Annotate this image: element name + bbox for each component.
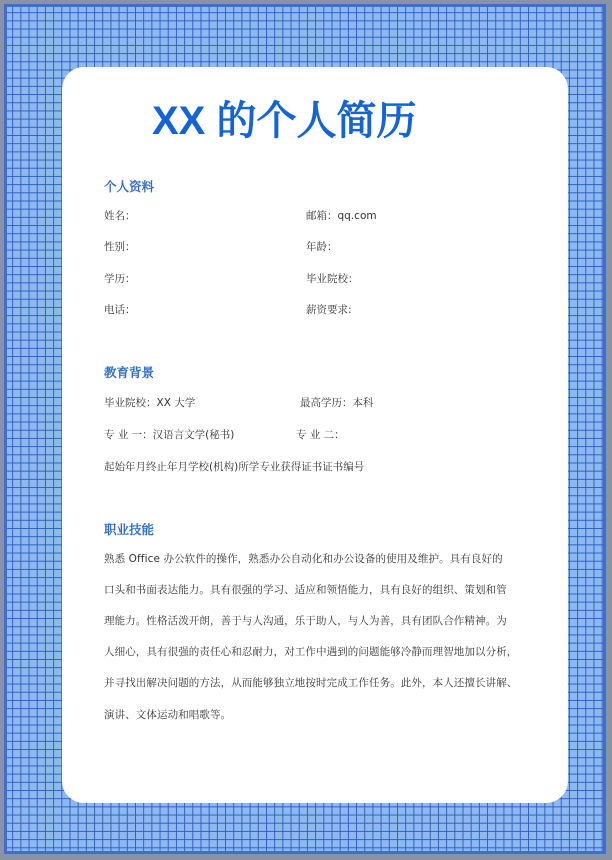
resume-card	[62, 67, 568, 803]
skills-heading: 职业技能	[104, 522, 155, 537]
email-field: 邮箱：qq.com	[306, 210, 377, 222]
gender-field: 性别：	[104, 241, 136, 253]
degree-field: 学历：	[104, 273, 136, 285]
major-two: 专 业 二：	[296, 429, 345, 441]
education-heading: 教育背景	[104, 365, 155, 380]
resume-title: XX 的个人简历	[152, 99, 417, 143]
page-background	[4, 4, 606, 854]
skills-line: 口头和书面表达能力。具有很强的学习、适应和领悟能力，具有良好的组织、策划和管	[104, 584, 507, 596]
name-field: 姓名：	[104, 210, 136, 222]
salary-field: 薪资要求:	[306, 304, 352, 316]
skills-line: 人细心，具有很强的责任心和忍耐力，对工作中遇到的问题能够冷静而理智地加以分析，	[104, 646, 518, 658]
skills-line: 演讲、文体运动和唱歌等。	[104, 709, 232, 721]
personal-info-heading: 个人资料	[104, 179, 155, 194]
age-field: 年龄：	[306, 241, 338, 253]
education-record-header: 起始年月终止年月学校(机构)所学专业获得证书证书编号	[104, 461, 365, 473]
phone-field: 电话：	[104, 304, 136, 316]
skills-line: 理能力。性格活泼开朗，善于与人沟通，乐于助人，与人为善，具有团队合作精神。为	[104, 615, 507, 627]
major-one: 专 业 一：汉语言文学(秘书)	[104, 429, 235, 441]
graduation-school-field: 毕业院校：	[306, 273, 359, 285]
skills-line: 熟悉 Office 办公软件的操作，熟悉办公自动化和办公设备的使用及维护。具有良好的	[104, 553, 503, 565]
highest-degree: 最高学历：本科	[300, 397, 374, 409]
education-school: 毕业院校：XX 大学	[104, 397, 196, 409]
skills-line: 并寻找出解决问题的方法，从而能够独立地按时完成工作任务。此外，本人还擅长讲解、	[104, 677, 518, 689]
